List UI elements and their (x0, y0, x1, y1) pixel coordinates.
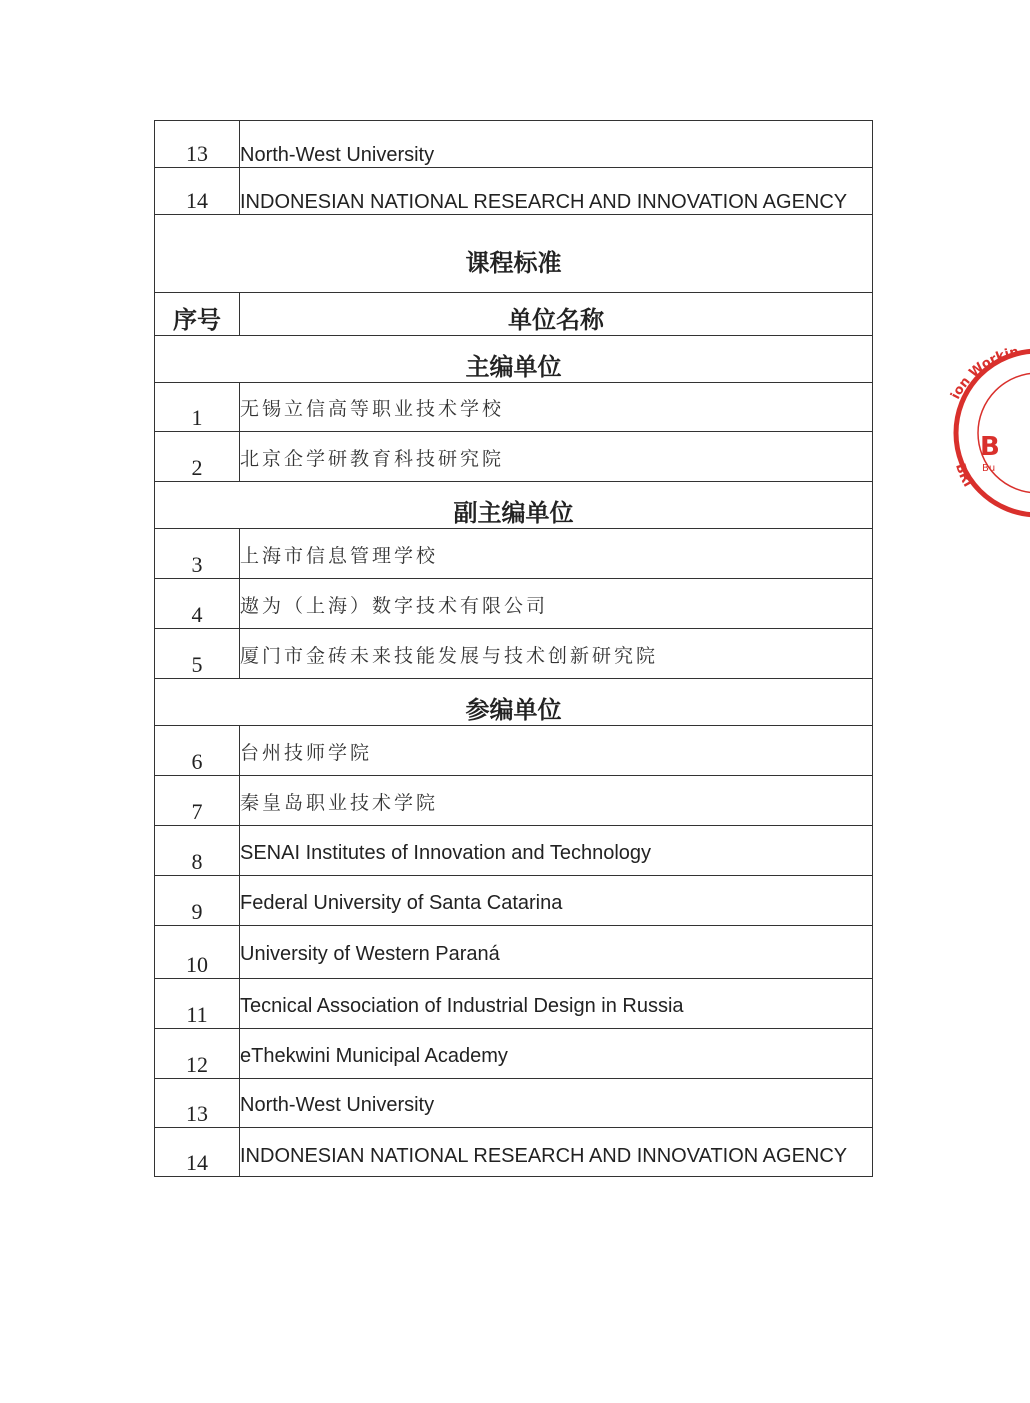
organization-name: INDONESIAN NATIONAL RESEARCH AND INNOVATION AGENCY (240, 168, 873, 215)
organization-name: University of Western Paraná (240, 926, 873, 979)
row-number: 8 (155, 826, 240, 876)
organizations-table (154, 120, 873, 1177)
table-row (155, 1029, 873, 1079)
seal-arc-text: ion Workin (948, 344, 1021, 402)
organization-name: INDONESIAN NATIONAL RESEARCH AND INNOVATION AGENCY (240, 1128, 873, 1177)
seal-arc-text-bottom: BRI (952, 461, 976, 490)
row-number: 9 (155, 876, 240, 926)
table-row (155, 121, 873, 168)
column-header-name: 单位名称 (240, 293, 873, 336)
table-row (155, 432, 873, 482)
row-number: 13 (155, 121, 240, 168)
organization-name: 台州技师学院 (240, 726, 873, 776)
organization-name: 北京企学研教育科技研究院 (240, 432, 873, 482)
organization-name: 厦门市金砖未来技能发展与技术创新研究院 (240, 629, 873, 679)
table-row (155, 926, 873, 979)
row-number: 3 (155, 529, 240, 579)
row-number: 12 (155, 1029, 240, 1079)
seal-stamp (950, 345, 1030, 525)
group-row (155, 679, 873, 726)
section-title: 课程标准 (155, 215, 873, 293)
table-row (155, 1079, 873, 1128)
participating-label: 参编单位 (155, 679, 873, 726)
table-row (155, 383, 873, 432)
group-row (155, 482, 873, 529)
organization-name: Federal University of Santa Catarina (240, 876, 873, 926)
organization-name: eThekwini Municipal Academy (240, 1029, 873, 1079)
section-title-row (155, 215, 873, 293)
row-number: 14 (155, 168, 240, 215)
organization-name: 秦皇岛职业技术学院 (240, 776, 873, 826)
table-row (155, 168, 873, 215)
table-row (155, 826, 873, 876)
table-row (155, 1128, 873, 1177)
row-number: 11 (155, 979, 240, 1029)
row-number: 4 (155, 579, 240, 629)
table-row (155, 776, 873, 826)
table-row (155, 629, 873, 679)
row-number: 1 (155, 383, 240, 432)
table-row (155, 876, 873, 926)
organization-name: 无锡立信高等职业技术学校 (240, 383, 873, 432)
row-number: 2 (155, 432, 240, 482)
row-number: 10 (155, 926, 240, 979)
row-number: 13 (155, 1079, 240, 1128)
chief-editor-label: 主编单位 (155, 336, 873, 383)
row-number: 7 (155, 776, 240, 826)
svg-text:BRI (952, 462, 975, 490)
svg-text:ion Workin (948, 345, 1020, 402)
row-number: 6 (155, 726, 240, 776)
table-row (155, 979, 873, 1029)
deputy-editor-label: 副主编单位 (155, 482, 873, 529)
organization-name: North-West University (240, 121, 873, 168)
group-row (155, 336, 873, 383)
column-header-number: 序号 (155, 293, 240, 336)
seal-letter: B (980, 432, 1000, 462)
table-row (155, 579, 873, 629)
organization-name: 遨为（上海）数字技术有限公司 (240, 579, 873, 629)
row-number: 14 (155, 1128, 240, 1177)
row-number: 5 (155, 629, 240, 679)
organization-name: SENAI Institutes of Innovation and Technology (240, 826, 873, 876)
table-row (155, 529, 873, 579)
organization-name: Tecnical Association of Industrial Design in Russia (240, 979, 873, 1029)
seal-sub-text: Bu (982, 463, 996, 474)
organization-name: 上海市信息管理学校 (240, 529, 873, 579)
table-row (155, 726, 873, 776)
header-row (155, 293, 873, 336)
organization-name: North-West University (240, 1079, 873, 1128)
